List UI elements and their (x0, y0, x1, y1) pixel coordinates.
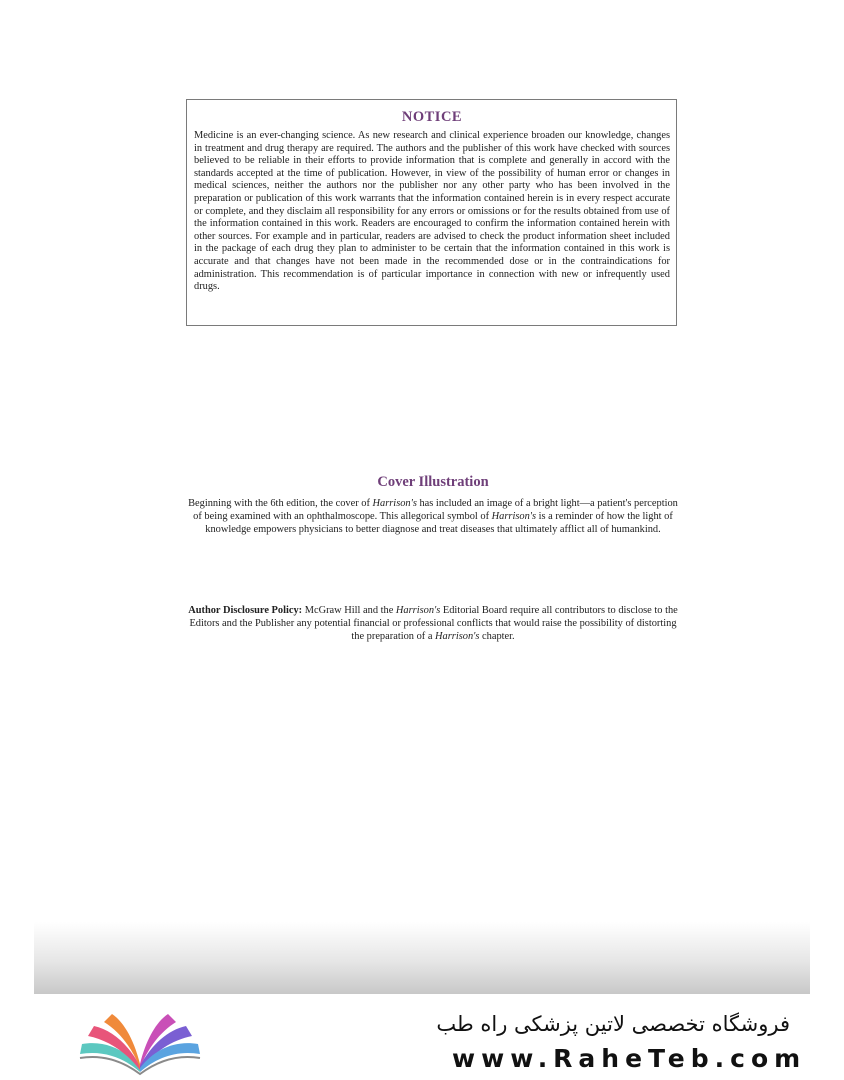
notice-body: Medicine is an ever-changing science. As new research and clinical experience broaden our knowledge, changes in treatment and drug therapy are required. The authors and the publisher of this work have checked with sources believed to be reliable in their efforts to provide information that is complete and generally in accord with the standards accepted at the time of publication. However, in view of the possibility of human error or changes in medical sciences, neither the authors nor the publisher nor any other party who has been involved in the preparation or publication of this work warrants that the information contained herein is in every respect accurate or complete, and they disclaim all responsibility for any errors or omissions or for the results obtained from use of the information contained in this work. Readers are encouraged to confirm the information contained herein with other sources. For example and in particular, readers are advised to check the product information sheet included in the package of each drug they plan to administer to be certain that the information contained in this work is accurate and that changes have not been made in the recommended dose or in the contraindications for administration. This recommendation is of particular importance in connection with new or infrequently used drugs. (194, 130, 670, 293)
cover-text-part: has included an image of a bright light—a patient's perception of being examined with an ophthalmoscope. This allegorical symbol of (193, 498, 678, 522)
disclosure-text-part: McGraw Hill and the (302, 605, 396, 616)
disclosure-text-part: Editorial Board require all contributors to disclose to the Editors and the Publisher any potential financial or professional conflicts that would raise the possibility of distorting the preparation of a (189, 605, 678, 642)
cover-text-part: Beginning with the 6th edition, the cover of (188, 498, 373, 509)
disclosure-text-italic: Harrison's (395, 605, 441, 616)
cover-text-part: is a reminder of how the light of knowledge empowers physicians to better diagnose and treat diseases that ultimately afflict all of humankind. (205, 511, 673, 535)
disclosure-text-italic: Harrison's (435, 631, 480, 642)
author-disclosure-policy (186, 604, 680, 643)
notice-title: NOTICE (401, 109, 463, 125)
open-book-logo-icon (76, 1010, 204, 1076)
disclosure-label: Author Disclosure Policy: (188, 605, 303, 616)
disclosure-text-part: chapter. (479, 631, 515, 642)
notice-box (186, 99, 677, 326)
store-name: فروشگاه تخصصی لاتین پزشکی راه طب (436, 1012, 790, 1036)
store-url[interactable]: www.RaheTeb.com (452, 1044, 807, 1073)
cover-illustration-section (186, 472, 680, 536)
cover-illustration-title: Cover Illustration (377, 474, 489, 490)
cover-illustration-body (186, 497, 680, 536)
cover-text-italic: Harrison's (491, 511, 537, 522)
page-bottom-shadow (34, 922, 810, 994)
cover-text-italic: Harrison's (372, 498, 417, 509)
